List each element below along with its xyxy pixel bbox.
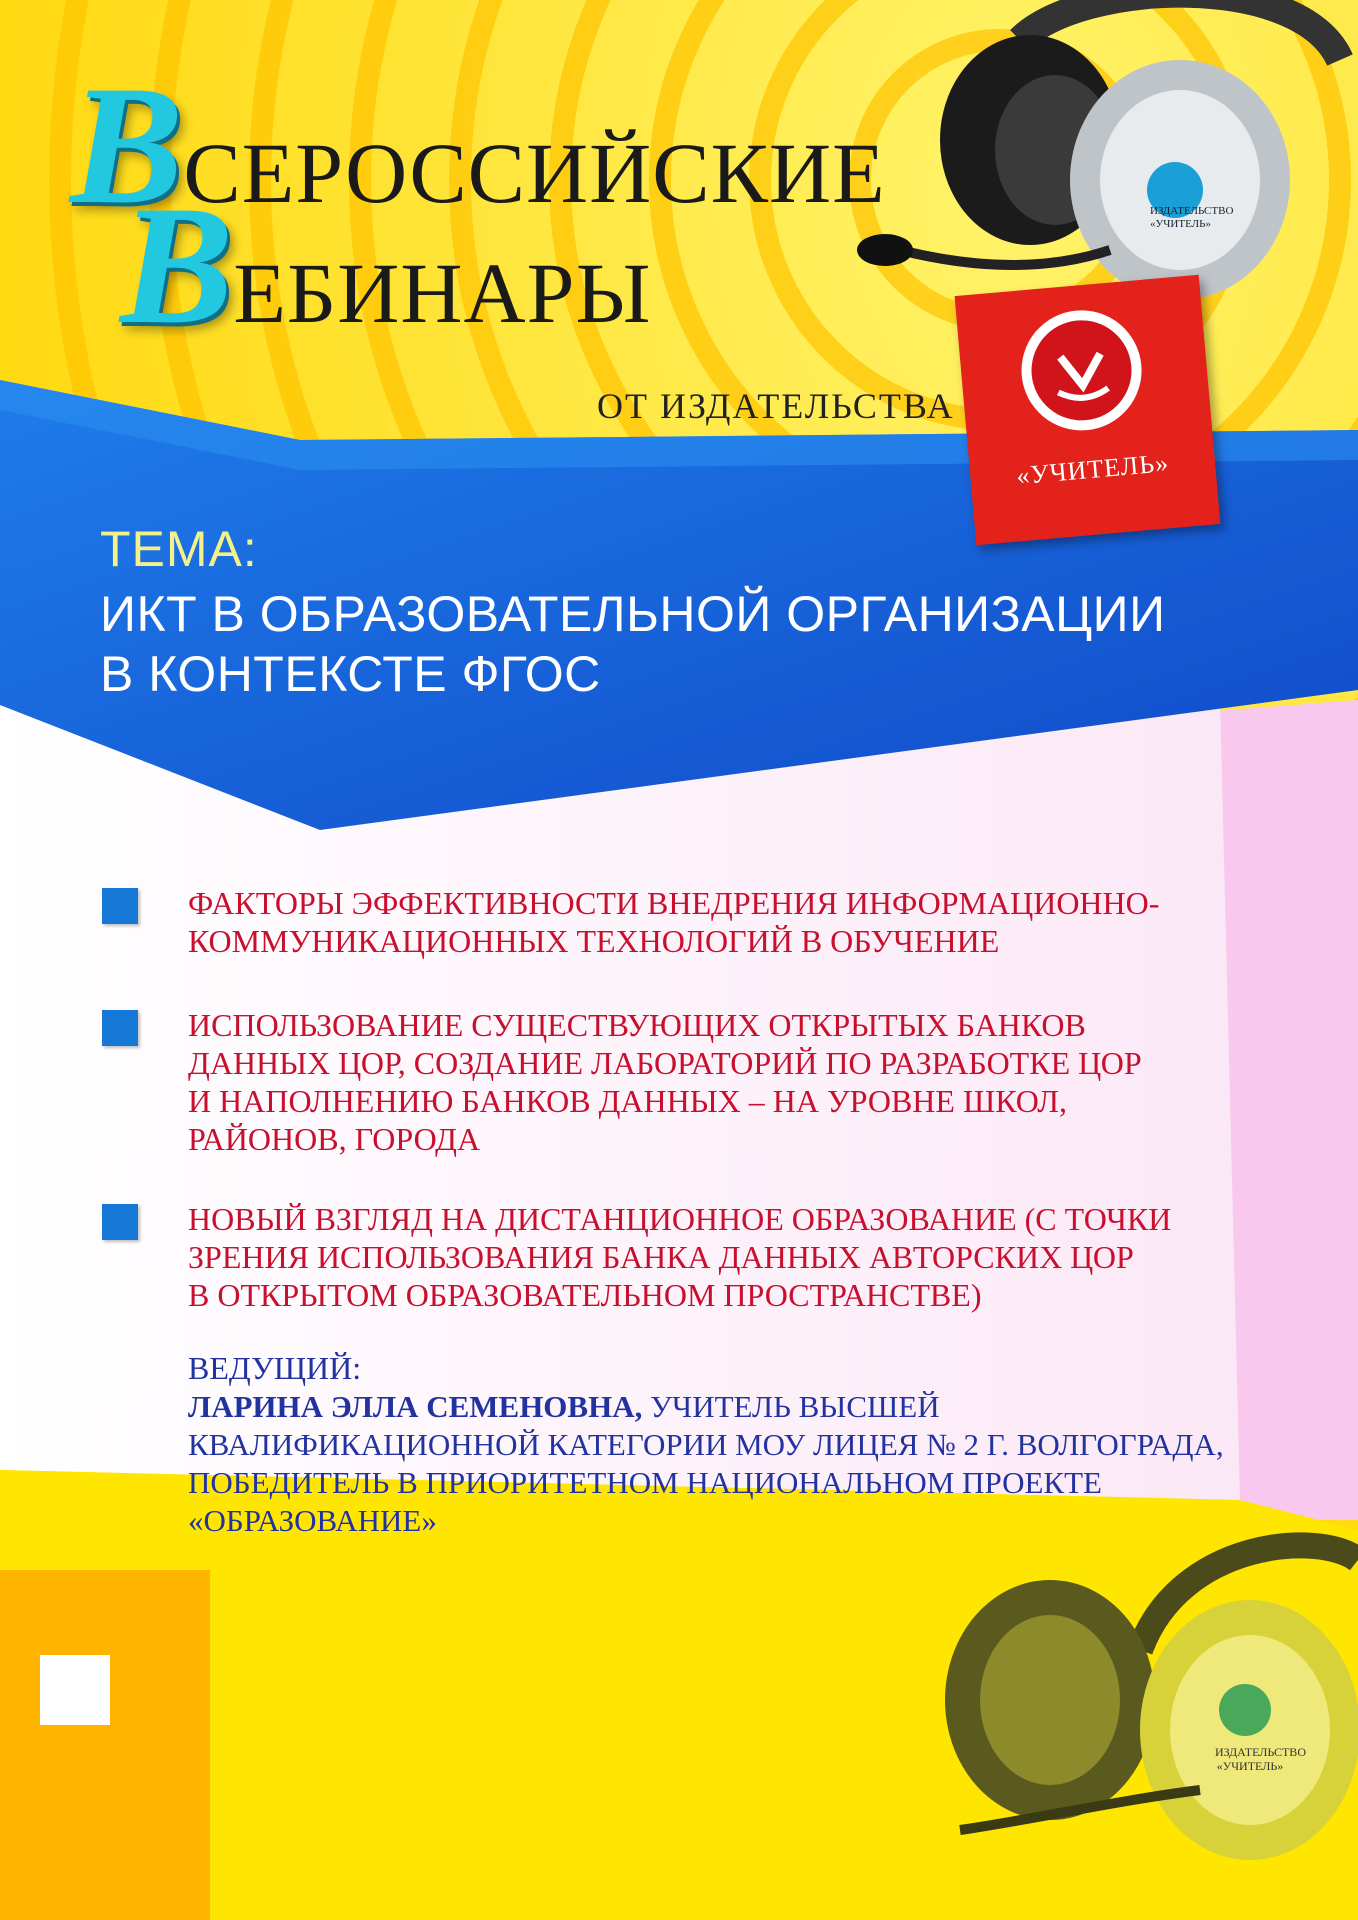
bullet-item-1 (188, 884, 1159, 960)
logo-emblem-icon (1017, 305, 1147, 435)
bullet-2-line-4: РАЙОНОВ, ГОРОДА (188, 1121, 481, 1157)
bullet-2-line-3: И НАПОЛНЕНИЮ БАНКОВ ДАННЫХ – НА УРОВНЕ ШКОЛ, (188, 1083, 1067, 1119)
logo-label: «УЧИТЕЛЬ» (1015, 448, 1171, 491)
bullet-item-2 (188, 1006, 1142, 1158)
host-line-2: КВАЛИФИКАЦИОННОЙ КАТЕГОРИИ МОУ ЛИЦЕЯ № 2 Г. ВОЛГОГРАДА, (188, 1427, 1224, 1462)
headset-badge-bottom-line1: ИЗДАТЕЛЬСТВО (1215, 1745, 1306, 1759)
title-line-2 (120, 171, 652, 359)
bullet-square-icon (102, 888, 138, 924)
bullet-item-3 (188, 1200, 1171, 1314)
topic-line-2: В КОНТЕКСТЕ ФГОС (100, 646, 601, 702)
bullet-3-line-1: НОВЫЙ ВЗГЛЯД НА ДИСТАНЦИОННОЕ ОБРАЗОВАНИЕ (С ТОЧКИ (188, 1201, 1172, 1237)
bullet-square-icon (102, 1204, 138, 1240)
title-rest-2: ЕБИНАРЫ (233, 245, 652, 341)
headset-badge-bottom-line2: «УЧИТЕЛЬ» (1216, 1759, 1284, 1773)
host-name: ЛАРИНА ЭЛЛА СЕМЕНОВНА, (188, 1389, 643, 1424)
host-line-1 (188, 1388, 940, 1426)
title-initial-1: В (70, 51, 184, 239)
headset-badge-line1: ИЗДАТЕЛЬСТВО (1150, 205, 1234, 217)
bullet-square-icon (102, 1010, 138, 1046)
bullet-1-line-2: КОММУНИКАЦИОННЫХ ТЕХНОЛОГИЙ В ОБУЧЕНИЕ (188, 923, 1000, 959)
host-line-3: ПОБЕДИТЕЛЬ В ПРИОРИТЕТНОМ НАЦИОНАЛЬНОМ ПРОЕКТЕ (188, 1465, 1102, 1500)
bullet-3-line-3: В ОТКРЫТОМ ОБРАЗОВАТЕЛЬНОМ ПРОСТРАНСТВЕ) (188, 1277, 982, 1313)
bullet-3-line-2: ЗРЕНИЯ ИСПОЛЬЗОВАНИЯ БАНКА ДАННЫХ АВТОРСКИХ ЦОР (188, 1239, 1134, 1275)
title-initial-2: В (120, 171, 234, 359)
bullet-1-line-1: ФАКТОРЫ ЭФФЕКТИВНОСТИ ВНЕДРЕНИЯ ИНФОРМАЦИОННО- (188, 885, 1160, 921)
topic-line-1: ИКТ В ОБРАЗОВАТЕЛЬНОЙ ОРГАНИЗАЦИИ (100, 586, 1166, 642)
publisher-text: ОТ ИЗДАТЕЛЬСТВА (597, 386, 955, 426)
headset-badge-bottom (1215, 1745, 1306, 1773)
publisher-logo (955, 275, 1221, 545)
bullet-2-line-2: ДАННЫХ ЦОР, СОЗДАНИЕ ЛАБОРАТОРИЙ ПО РАЗРАБОТКЕ ЦОР (188, 1045, 1142, 1081)
host-label: ВЕДУЩИЙ: (188, 1350, 362, 1386)
title-rest-1: СЕРОССИЙСКИЕ (183, 125, 886, 221)
host-line-4: «ОБРАЗОВАНИЕ» (188, 1503, 437, 1538)
headset-badge-line2: «УЧИТЕЛЬ» (1150, 218, 1211, 230)
bullet-2-line-1: ИСПОЛЬЗОВАНИЕ СУЩЕСТВУЮЩИХ ОТКРЫТЫХ БАНКОВ (188, 1007, 1086, 1043)
headset-badge-top (1150, 205, 1234, 231)
host-line-1-rest: УЧИТЕЛЬ ВЫСШЕЙ (642, 1389, 940, 1424)
topic-label: ТЕМА: (100, 521, 258, 577)
